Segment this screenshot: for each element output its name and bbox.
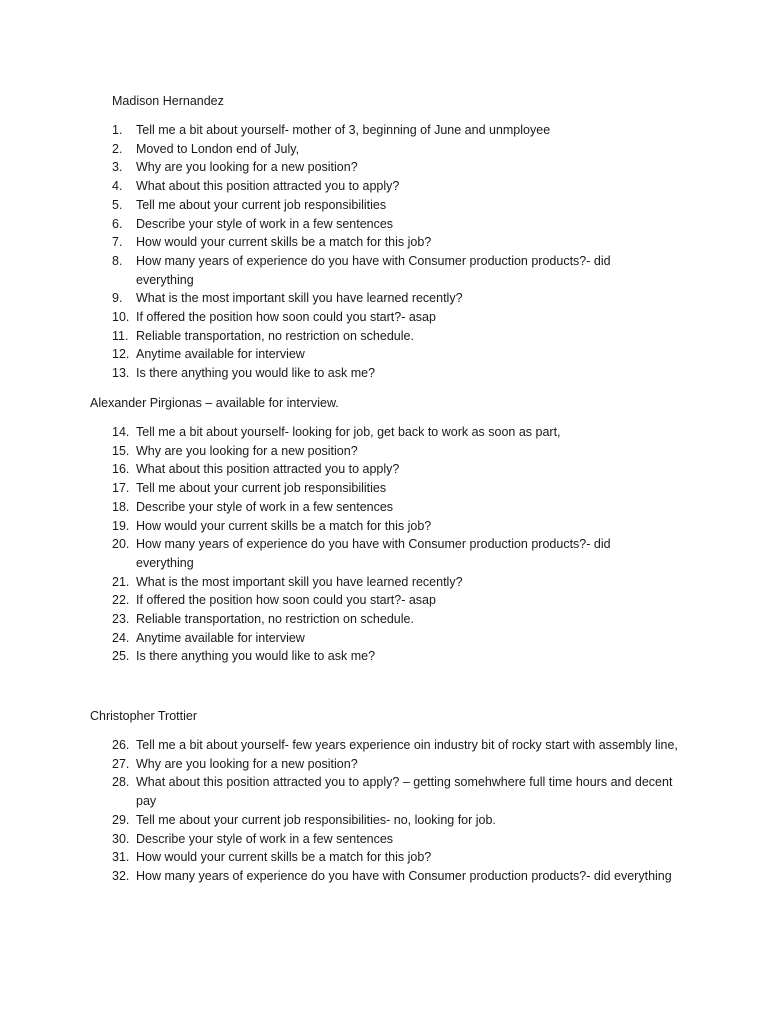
item-number: 32. [112,868,130,883]
list-item [112,442,666,461]
list-item [112,177,666,196]
item-number: 31. [112,850,130,865]
item-number: 29. [112,812,130,827]
list-item [112,848,686,867]
item-number: 8. [112,253,123,268]
question-list [112,121,666,383]
list-item [112,233,666,252]
item-text: Is there anything you would like to ask me? [136,649,376,664]
list-item [112,867,686,886]
item-text: Reliable transportation, no restriction on schedule. [136,328,414,343]
list-item [112,308,666,327]
item-text: Describe your style of work in a few sentences [136,499,394,514]
item-number: 12. [112,347,130,362]
list-item [112,629,666,648]
item-number: 18. [112,499,130,514]
candidate-name-heading: Alexander Pirgionas – available for interview. [90,396,339,410]
item-number: 7. [112,235,123,250]
item-text: Anytime available for interview [136,630,305,645]
item-text: Why are you looking for a new position? [136,756,358,771]
item-text: How would your current skills be a match for this job? [136,518,432,533]
item-text: Reliable transportation, no restriction on schedule. [136,612,414,627]
item-text: Describe your style of work in a few sentences [136,831,394,846]
list-item [112,498,666,517]
item-number: 19. [112,518,130,533]
item-number: 10. [112,310,130,325]
item-text: Describe your style of work in a few sentences [136,216,394,231]
item-text: What about this position attracted you to apply? – getting somehwhere full time hours and decent pay [136,775,673,809]
list-item [112,460,666,479]
item-number: 17. [112,481,130,496]
list-item [112,647,666,666]
list-item [112,591,666,610]
item-number: 6. [112,216,123,231]
list-item [112,811,686,830]
item-text: How many years of experience do you have with Consumer production products?- did everything [136,253,611,287]
list-item [112,252,666,289]
list-item [112,517,666,536]
list-item [112,479,666,498]
item-number: 2. [112,141,123,156]
item-number: 27. [112,756,130,771]
item-text: How many years of experience do you have with Consumer production products?- did everything [136,868,672,883]
item-text: Tell me about your current job responsibilities [136,197,387,212]
item-text: What about this position attracted you to apply? [136,179,400,194]
list-item [112,535,666,572]
item-text: What is the most important skill you have learned recently? [136,291,463,306]
list-item [112,327,666,346]
item-number: 14. [112,425,130,439]
item-number: 3. [112,160,123,175]
list-item [112,289,666,308]
item-number: 11. [112,328,129,343]
item-text: What about this position attracted you to apply? [136,462,400,477]
item-text: What is the most important skill you have learned recently? [136,574,463,589]
item-number: 28. [112,775,130,790]
item-text: How would your current skills be a match for this job? [136,850,432,865]
item-number: 26. [112,738,130,752]
item-text: How would your current skills be a match for this job? [136,235,432,250]
list-item [112,121,666,140]
list-item [112,610,666,629]
list-item [112,830,686,849]
list-item [112,423,666,442]
item-number: 30. [112,831,130,846]
item-number: 5. [112,197,123,212]
list-item [112,573,666,592]
question-list [112,423,666,666]
item-text: Tell me a bit about yourself- few years experience oin industry bit of rocky start with assembly line, [136,738,678,752]
question-list [112,736,686,886]
item-number: 4. [112,179,123,194]
item-number: 9. [112,291,123,306]
item-number: 23. [112,612,130,627]
item-text: Tell me a bit about yourself- mother of 3, beginning of June and unmployee [136,123,551,137]
item-text: Is there anything you would like to ask me? [136,366,376,381]
list-item [112,158,666,177]
list-item [112,196,666,215]
item-text: Moved to London end of July, [136,141,300,156]
candidate-name-heading: Madison Hernandez [112,94,224,108]
item-text: If offered the position how soon could you start?- asap [136,593,436,608]
list-item [112,755,686,774]
item-number: 16. [112,462,130,477]
candidate-name-heading: Christopher Trottier [90,709,197,723]
item-number: 1. [112,123,123,137]
list-item [112,364,666,383]
item-number: 15. [112,443,130,458]
item-text: If offered the position how soon could you start?- asap [136,310,436,325]
item-text: Why are you looking for a new position? [136,443,358,458]
item-text: Tell me about your current job responsibilities [136,481,387,496]
list-item [112,345,666,364]
list-item [112,140,666,159]
item-text: Tell me a bit about yourself- looking for job, get back to work as soon as part, [136,425,561,439]
item-text: Tell me about your current job responsibilities- no, looking for job. [136,812,496,827]
item-number: 20. [112,537,130,552]
list-item [112,215,666,234]
list-item [112,736,686,755]
item-number: 21. [112,574,130,589]
item-number: 13. [112,366,130,381]
item-number: 24. [112,630,130,645]
item-text: Anytime available for interview [136,347,305,362]
item-number: 22. [112,593,130,608]
item-text: Why are you looking for a new position? [136,160,358,175]
item-text: How many years of experience do you have with Consumer production products?- did everything [136,537,611,570]
list-item [112,773,686,810]
item-number: 25. [112,649,130,664]
